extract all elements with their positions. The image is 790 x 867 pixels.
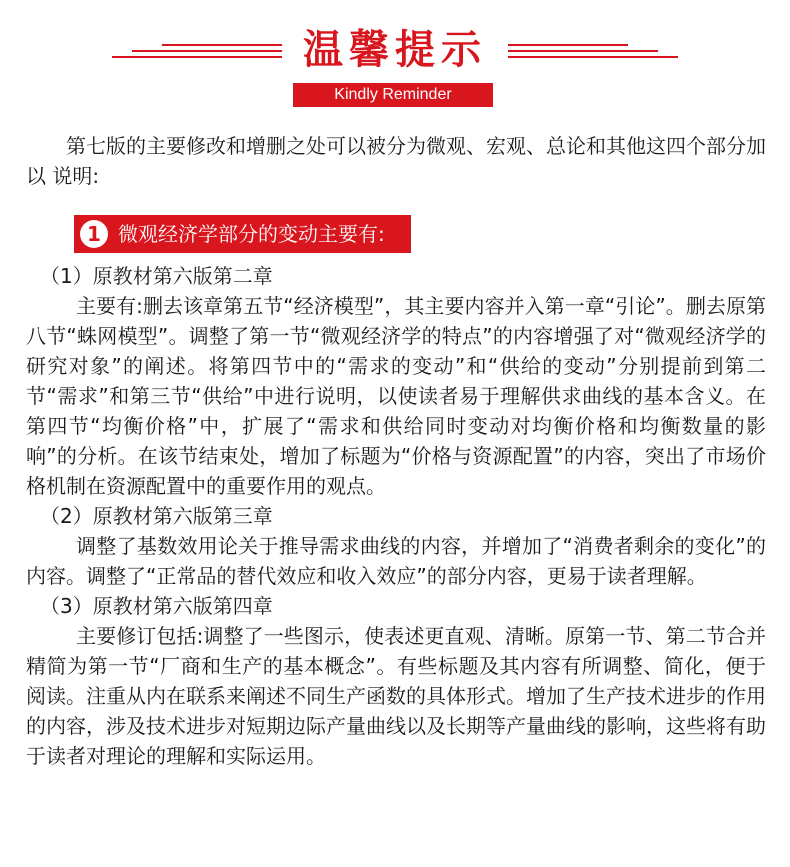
- section-banner: [74, 215, 411, 253]
- item-heading: （2）原教材第六版第三章: [40, 504, 273, 528]
- item-body: 主要有:删去该章第五节“经济模型”，其主要内容并入第一章“引论”。删去原第八节“蛛网模型”。调整了第一节“微观经济学的特点”的内容增强了对“微观经济学的研究对象”的阐述。将第四节中的“需求的变动”和“供给的变动”分别提前到第二节“需求”和第三节“供给”中进行说明，以使读者易于理解供求曲线的基本含义。在第四节“均衡价格”中，扩展了“需求和供给同时变动对均衡价格和均衡数量的影响”的分析。在该节结束处，增加了标题为“价格与资源配置”的内容，突出了市场价格机制在资源配置中的重要作用的观点。: [26, 294, 766, 498]
- item-body: 调整了基数效用论关于推导需求曲线的内容，并增加了“消费者剩余的变化”的内容。调整了“正常品的替代效应和收入效应”的部分内容，更易于读者理解。: [26, 534, 766, 588]
- decorative-lines-right: [508, 44, 678, 58]
- section-label: 微观经济学部分的变动主要有:: [118, 222, 385, 246]
- page-subtitle: Kindly Reminder: [293, 83, 493, 107]
- section-number-badge: 1: [80, 220, 108, 248]
- page-title: 温馨提示: [303, 27, 487, 73]
- main-content: [26, 131, 766, 771]
- intro-paragraph: 第七版的主要修改和增删之处可以被分为微观、宏观、总论和其他这四个部分加以 说明:: [26, 134, 766, 188]
- item-heading: （3）原教材第六版第四章: [40, 594, 273, 618]
- item-body: 主要修订包括:调整了一些图示，使表述更直观、清晰。原第一节、第二节合并精简为第一节“厂商和生产的基本概念”。有些标题及其内容有所调整、简化，便于阅读。注重从内在联系来阐述不同生产函数的具体形式。增加了生产技术进步的作用的内容，涉及技术进步对短期边际产量曲线以及长期等产量曲线的影响，这些将有助于读者对理论的理解和实际运用。: [26, 624, 766, 768]
- header: [0, 0, 790, 110]
- item-heading: （1）原教材第六版第二章: [40, 264, 273, 288]
